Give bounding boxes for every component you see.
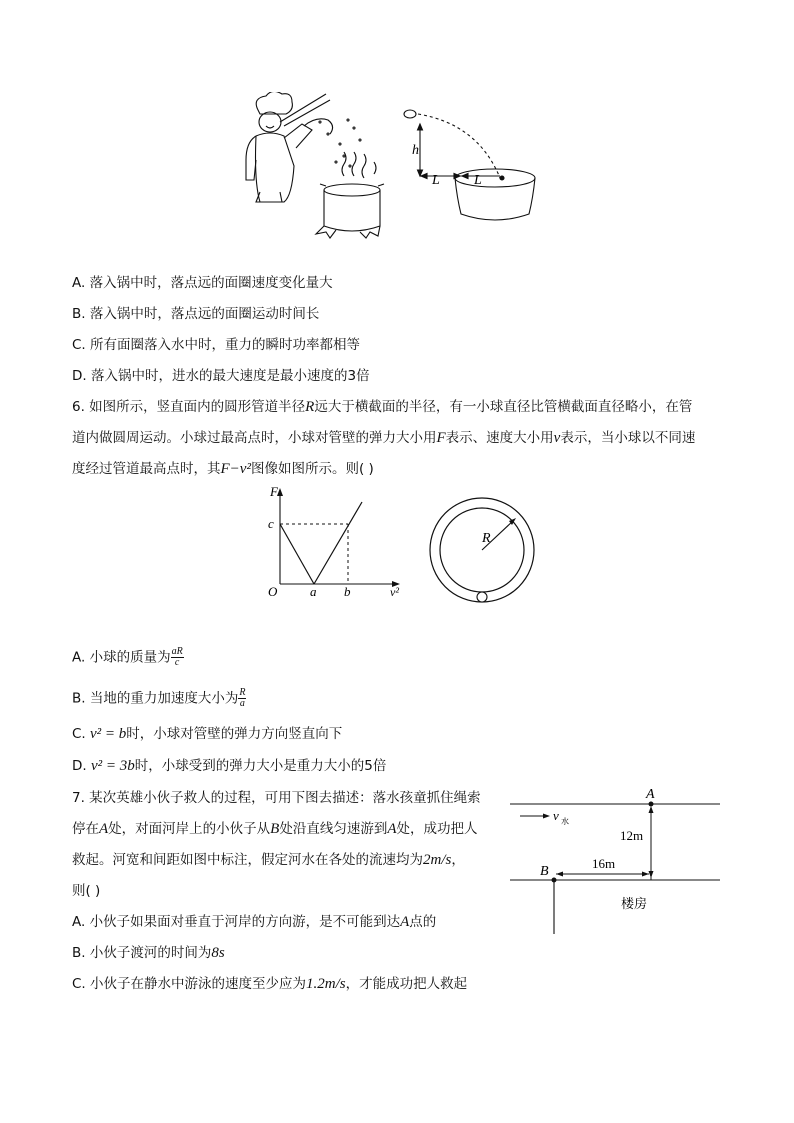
graph-label-O: O xyxy=(268,584,278,599)
fig7-label-B: B xyxy=(540,864,549,879)
trajectory-diagram xyxy=(404,110,535,220)
graph-label-a: a xyxy=(310,584,317,599)
graph-label-v2: v² xyxy=(390,585,399,599)
graph-label-F: F xyxy=(270,484,278,499)
q7-option-c: C. 小伙子在静水中游泳的速度至少应为1.2m/s，才能成功把人救起 xyxy=(72,976,468,992)
q7-stem-line2: 停在A处，对面河岸上的小伙子从B处沿直线匀速游到A处，成功把人 xyxy=(72,821,478,837)
q6-option-b: B. 当地的重力加速度大小为 $\frac{R}{a}$ xyxy=(72,687,246,709)
graph-label-c: c xyxy=(268,516,274,531)
fig7-label-v: v xyxy=(553,808,559,823)
q6-optA-fraction: $\frac{aR}{c}$ xyxy=(171,646,183,668)
q5-figure xyxy=(240,92,560,242)
label-L1: L xyxy=(432,173,440,188)
q5-option-d: D. 落入锅中时，进水的最大速度是最小速度的3倍 xyxy=(72,368,370,384)
q7-option-b: B. 小伙子渡河的时间为8s xyxy=(72,945,225,961)
q6-option-a: A. 小球的质量为 $\frac{aR}{c}$ xyxy=(72,646,183,668)
label-L2: L xyxy=(474,173,482,188)
label-h: h xyxy=(412,143,419,158)
circle-label-R: R xyxy=(482,531,491,546)
q6-option-c: C. v² = b时，小球对管壁的弹力方向竖直向下 xyxy=(72,726,343,742)
q6-graph xyxy=(258,484,408,602)
q7-stem-line3: 救起。河宽和间距如图中标注，假定河水在各处的流速均为2m/s， xyxy=(72,852,465,868)
q6-optB-fraction: $\frac{R}{a}$ xyxy=(239,687,246,709)
fig7-label-A: A xyxy=(646,787,655,802)
q6-circle-tube xyxy=(426,494,538,610)
q7-stem-line4: 则( ) xyxy=(72,883,101,899)
q6-stem-line2: 道内做圆周运动。小球过最高点时，小球对管壁的弹力大小用F表示、速度大小用v表示，当小球以不同速 xyxy=(72,430,696,446)
graph-label-b: b xyxy=(344,584,351,599)
q6-option-d: D. v² = 3b时，小球受到的弹力大小是重力大小的5倍 xyxy=(72,758,387,774)
q5-option-c: C. 所有面圈落入水中时，重力的瞬时功率都相等 xyxy=(72,337,361,353)
fig7-label-building: 楼房 xyxy=(621,897,648,912)
q6-stem-line3: 度经过管道最高点时，其F−v²图像如图所示。则( ) xyxy=(72,461,374,477)
q7-river-figure xyxy=(506,786,726,936)
fig7-label-v-sub: 水 xyxy=(561,817,569,826)
q5-option-a: A. 落入锅中时，落点远的面圈速度变化量大 xyxy=(72,275,333,291)
fig7-label-width: 12m xyxy=(620,828,644,843)
q5-option-b: B. 落入锅中时，落点远的面圈运动时间长 xyxy=(72,306,320,322)
chef-illustration xyxy=(246,92,384,238)
fig7-label-dist: 16m xyxy=(592,856,616,871)
q7-option-a: A. 小伙子如果面对垂直于河岸的方向游，是不可能到达A点的 xyxy=(72,914,437,930)
q6-stem-line1: 6. 如图所示，竖直面内的圆形管道半径R远大于横截面的半径，有一小球直径比管横截面直径略小，在管 xyxy=(72,399,693,415)
q7-stem-line1: 7. 某次英雄小伙子救人的过程，可用下图去描述：落水孩童抓住绳索 xyxy=(72,790,481,806)
